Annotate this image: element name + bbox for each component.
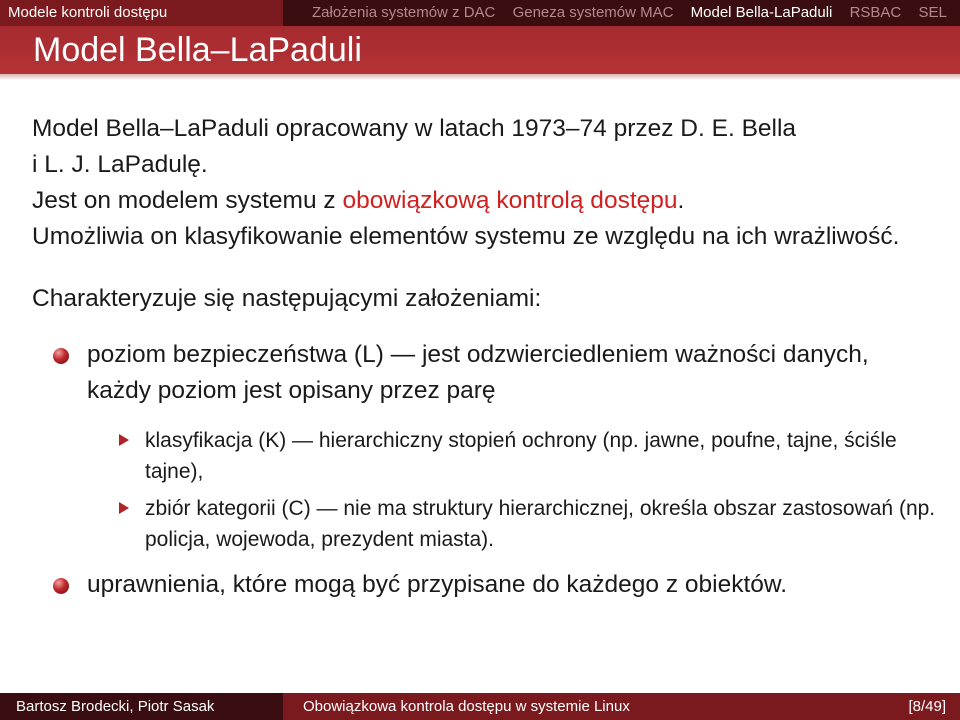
mac-text-before: Jest on modelem systemu z xyxy=(32,187,343,214)
nav-item-mac[interactable]: Geneza systemów MAC xyxy=(512,4,674,21)
footer-authors xyxy=(0,693,283,720)
ball-bullet-icon xyxy=(53,578,69,594)
list-item xyxy=(87,425,937,487)
list-item xyxy=(87,493,937,555)
nav-item-selinux[interactable]: SEL xyxy=(918,4,947,21)
sub-categories: zbiór kategorii (C) — nie ma struktury hierarchicznej, określa obszar zastosowań (np. policja, wojewoda, prezydent miasta). xyxy=(145,497,936,551)
list-item xyxy=(32,337,937,555)
triangle-bullet-icon xyxy=(119,502,129,514)
frame-title-text: Model Bella–LaPaduli xyxy=(33,31,362,69)
nav-item-rsbac[interactable]: RSBAC xyxy=(849,4,902,21)
triangle-bullet-icon xyxy=(119,434,129,446)
assumption-list xyxy=(32,337,937,603)
navigation-bar xyxy=(0,0,960,26)
nav-item-dac[interactable]: Założenia systemów z DAC xyxy=(312,4,496,21)
footer-title xyxy=(283,693,960,720)
sublist xyxy=(87,425,937,555)
origin-line-1: Model Bella–LaPaduli opracowany w latach 1973–74 przez D. E. Bella xyxy=(32,115,797,142)
footer-talk-title: Obowiązkowa kontrola dostępu w systemie Linux xyxy=(303,698,630,715)
list-item xyxy=(32,567,937,603)
footer-authors-text: Bartosz Brodecki, Piotr Sasak xyxy=(16,698,215,715)
frame-title xyxy=(0,26,960,74)
sub-classification: klasyfikacja (K) — hierarchiczny stopień ochrony (np. jawne, poufne, tajne, ściśle tajne), xyxy=(145,429,897,483)
origin-line-2: i L. J. LaPadulę. xyxy=(32,151,208,178)
paragraph-mac xyxy=(32,183,937,219)
nav-section[interactable] xyxy=(0,0,283,26)
footer-page-number: [8/49] xyxy=(908,698,946,715)
paragraph-intro: Charakteryzuje się następującymi założeniami: xyxy=(32,285,542,312)
bullet-permissions: uprawnienia, które mogą być przypisane do każdego z obiektów. xyxy=(87,571,788,598)
paragraph-classification: Umożliwia on klasyfikowanie elementów systemu ze względu na ich wrażliwość. xyxy=(32,223,900,250)
nav-subsections xyxy=(283,0,960,26)
footer xyxy=(0,693,960,720)
paragraph-origin xyxy=(32,111,937,183)
nav-section-label[interactable]: Modele kontroli dostępu xyxy=(8,4,168,21)
slide-content xyxy=(32,111,937,603)
title-shadow xyxy=(0,74,960,80)
mac-text-after: . xyxy=(677,187,685,214)
nav-item-blp[interactable]: Model Bella-LaPaduli xyxy=(690,4,833,21)
ball-bullet-icon xyxy=(53,348,69,364)
mac-alert-text: obowiązkową kontrolą dostępu xyxy=(342,187,678,214)
bullet-security-level: poziom bezpieczeństwa (L) — jest odzwierciedleniem ważności danych, każdy poziom jest opisany przez parę xyxy=(87,341,869,404)
